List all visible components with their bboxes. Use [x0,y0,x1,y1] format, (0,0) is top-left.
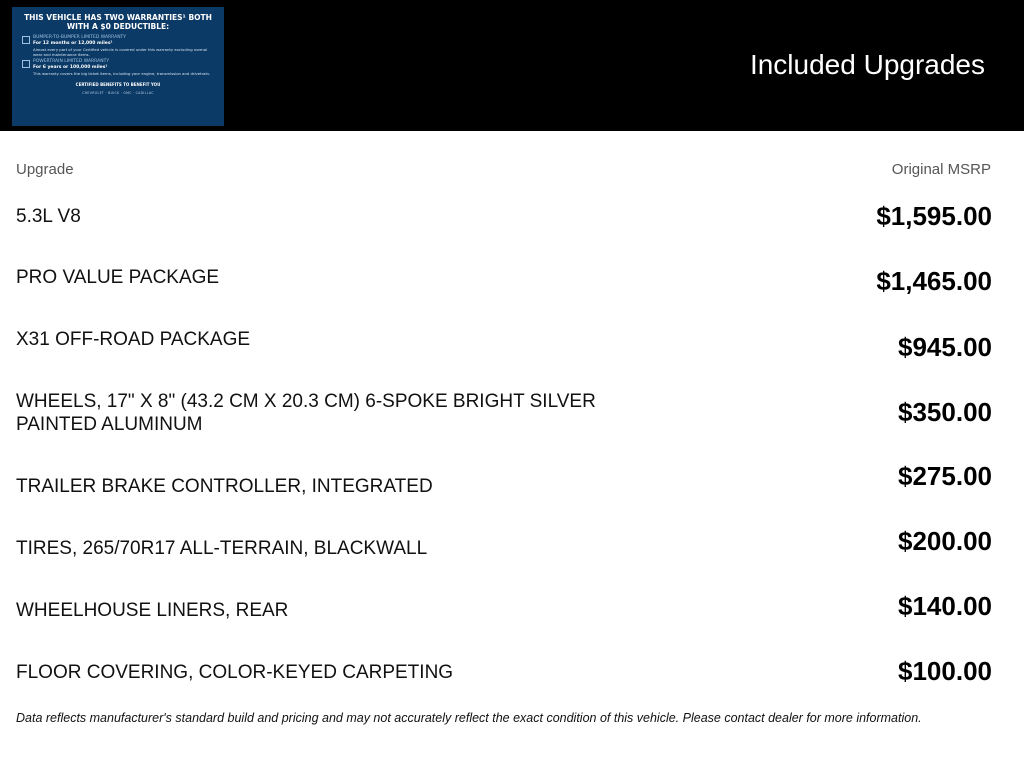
banner-item-heading: BUMPER-TO-BUMPER LIMITED WARRANTY [33,35,127,40]
upgrade-name: 5.3L V8 [16,206,81,227]
upgrade-price: $275.00 [898,461,992,491]
upgrade-price: $100.00 [898,656,992,686]
upgrade-price: $1,595.00 [876,201,992,231]
upgrade-price: $140.00 [898,591,992,621]
upgrade-name: TRAILER BRAKE CONTROLLER, INTEGRATED [16,476,433,497]
checkbox-icon [22,60,30,68]
upgrade-row [16,201,992,265]
upgrade-price: $1,465.00 [876,266,992,296]
banner-item [22,35,214,57]
banner-footer: CERTIFIED BENEFITS TO BENEFIT YOU [75,82,161,87]
disclaimer-text: Data reflects manufacturer's standard build and pricing and may not accurately reflect the exact condition of this vehicle. Please contact dealer for more information. [16,711,922,725]
upgrade-name: WHEELHOUSE LINERS, REAR [16,600,289,621]
banner-item-term: For 6 years or 100,000 miles¹ [33,65,108,70]
banner-item-desc: This warranty covers the big ticket items, including your engine, transmission and drivetrain. [33,71,211,76]
upgrade-row [16,591,992,659]
banner-title: THIS VEHICLE HAS TWO WARRANTIES¹ BOTH WITH A $0 DEDUCTIBLE: [24,13,212,31]
column-header-msrp: Original MSRP [891,161,991,178]
upgrade-name: PRO VALUE PACKAGE [16,267,220,288]
upgrade-name: WHEELS, 17" X 8" (43.2 CM X 20.3 CM) 6-SPOKE BRIGHT SILVER PAINTED ALUMINUM [16,391,596,435]
header-bar [0,0,1024,131]
upgrade-row [16,328,992,388]
checkbox-icon [22,36,30,44]
banner-brands: CHEVROLET · BUICK · GMC · CADILLAC [82,91,154,95]
banner-item [22,59,214,76]
upgrade-name: FLOOR COVERING, COLOR-KEYED CARPETING [16,662,454,683]
upgrade-name: X31 OFF-ROAD PACKAGE [16,329,251,350]
banner-item-desc: Almost every part of your Certified vehicle is covered under this warranty excluding normal wear and maintenance items. [33,47,208,57]
upgrade-price: $945.00 [898,332,992,362]
banner-item-heading: POWERTRAIN LIMITED WARRANTY [33,59,110,64]
warranty-banner-image [12,7,224,126]
page-title: Included Upgrades [749,49,985,80]
banner-item-term: For 12 months or 12,000 miles¹ [33,41,113,46]
upgrade-price: $350.00 [898,397,992,427]
upgrade-name: TIRES, 265/70R17 ALL-TERRAIN, BLACKWALL [16,538,428,559]
upgrade-row [16,266,992,326]
upgrade-row [16,390,992,450]
upgrade-row [16,526,992,597]
column-header-upgrade: Upgrade [16,161,74,178]
upgrade-price: $200.00 [898,526,992,556]
upgrade-row [16,461,992,535]
